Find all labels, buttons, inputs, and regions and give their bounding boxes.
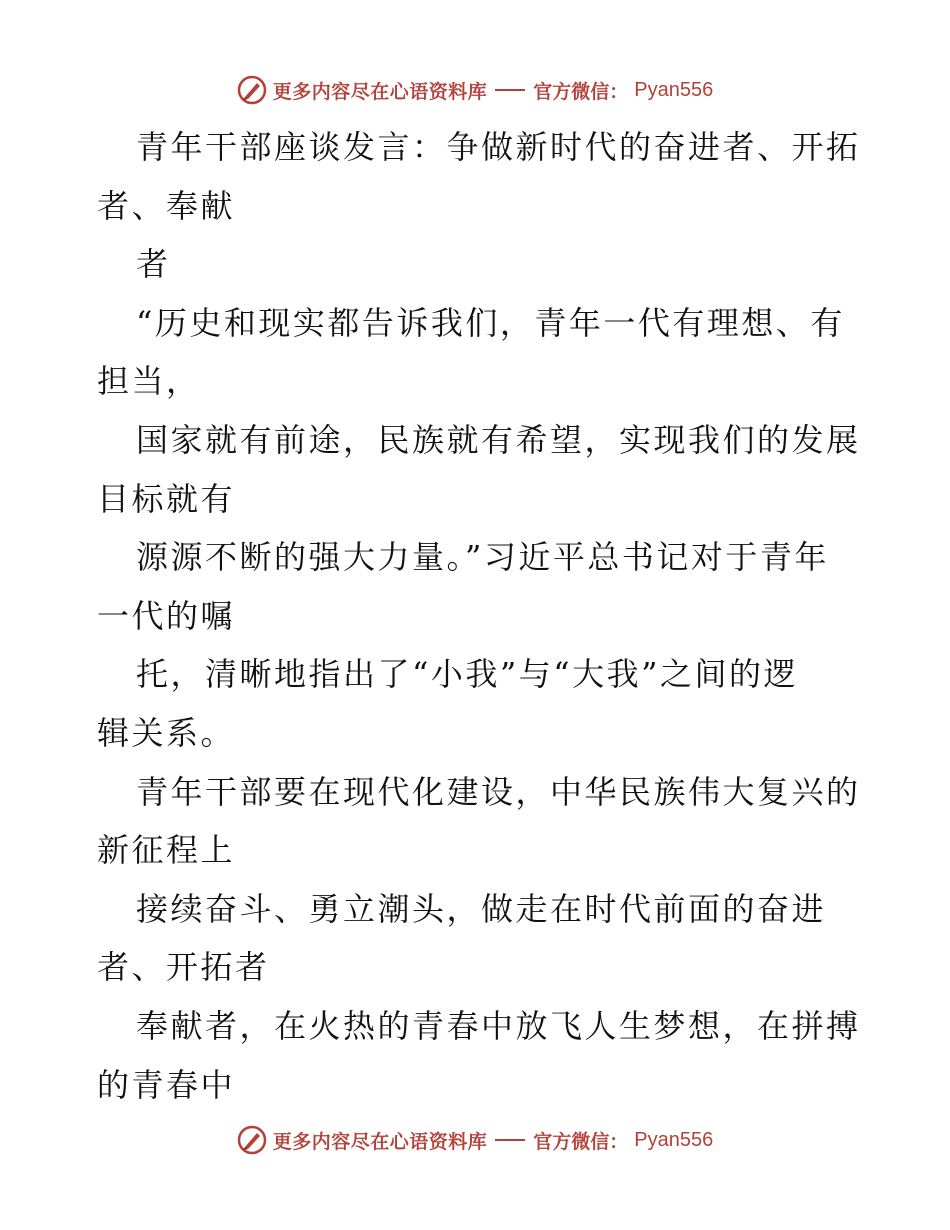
text-line: 源源不断的强大力量。”习近平总书记对于青年 — [136, 538, 829, 577]
watermark-text: 更多内容尽在心语资料库 — [272, 1130, 488, 1153]
text-line: 者、奉献 — [97, 186, 236, 225]
watermark-wechat-label: 官方微信： — [533, 1130, 629, 1153]
text-line: 者、开拓者 — [97, 948, 270, 987]
text-line: 一代的嘱 — [97, 596, 236, 635]
text-line: 者 — [136, 245, 171, 284]
watermark-wechat-id: Pyan556 — [634, 78, 714, 101]
text-line: “历史和现实都告诉我们，青年一代有理想、有 — [136, 303, 845, 342]
pen-logo-icon — [237, 75, 267, 105]
text-line: 的青春中 — [97, 1065, 236, 1104]
pen-logo-icon — [237, 1125, 267, 1155]
watermark-wechat-id: Pyan556 — [634, 1128, 714, 1151]
watermark-separator — [495, 89, 525, 91]
watermark-separator — [495, 1139, 525, 1141]
text-line: 担当， — [97, 362, 201, 401]
watermark-wechat-label: 官方微信： — [533, 80, 629, 103]
text-line: 青年干部要在现代化建设，中华民族伟大复兴的 — [136, 772, 861, 811]
text-line: 目标就有 — [97, 479, 236, 518]
text-line: 奉献者，在火热的青春中放飞人生梦想，在拼搏 — [136, 1006, 861, 1045]
watermark-header — [0, 70, 950, 110]
text-line: 新征程上 — [97, 831, 236, 870]
watermark-footer — [0, 1120, 950, 1160]
text-line: 辑关系。 — [97, 713, 236, 752]
text-line: 青年干部座谈发言：争做新时代的奋进者、开拓 — [136, 128, 861, 166]
text-line: 国家就有前途，民族就有希望，实现我们的发展 — [136, 420, 861, 459]
document-body — [97, 118, 861, 1114]
watermark-text: 更多内容尽在心语资料库 — [272, 80, 488, 103]
text-line: 接续奋斗、勇立潮头，做走在时代前面的奋进 — [136, 889, 827, 928]
text-line: 托，清晰地指出了“小我”与“大我”之间的逻 — [136, 655, 798, 694]
